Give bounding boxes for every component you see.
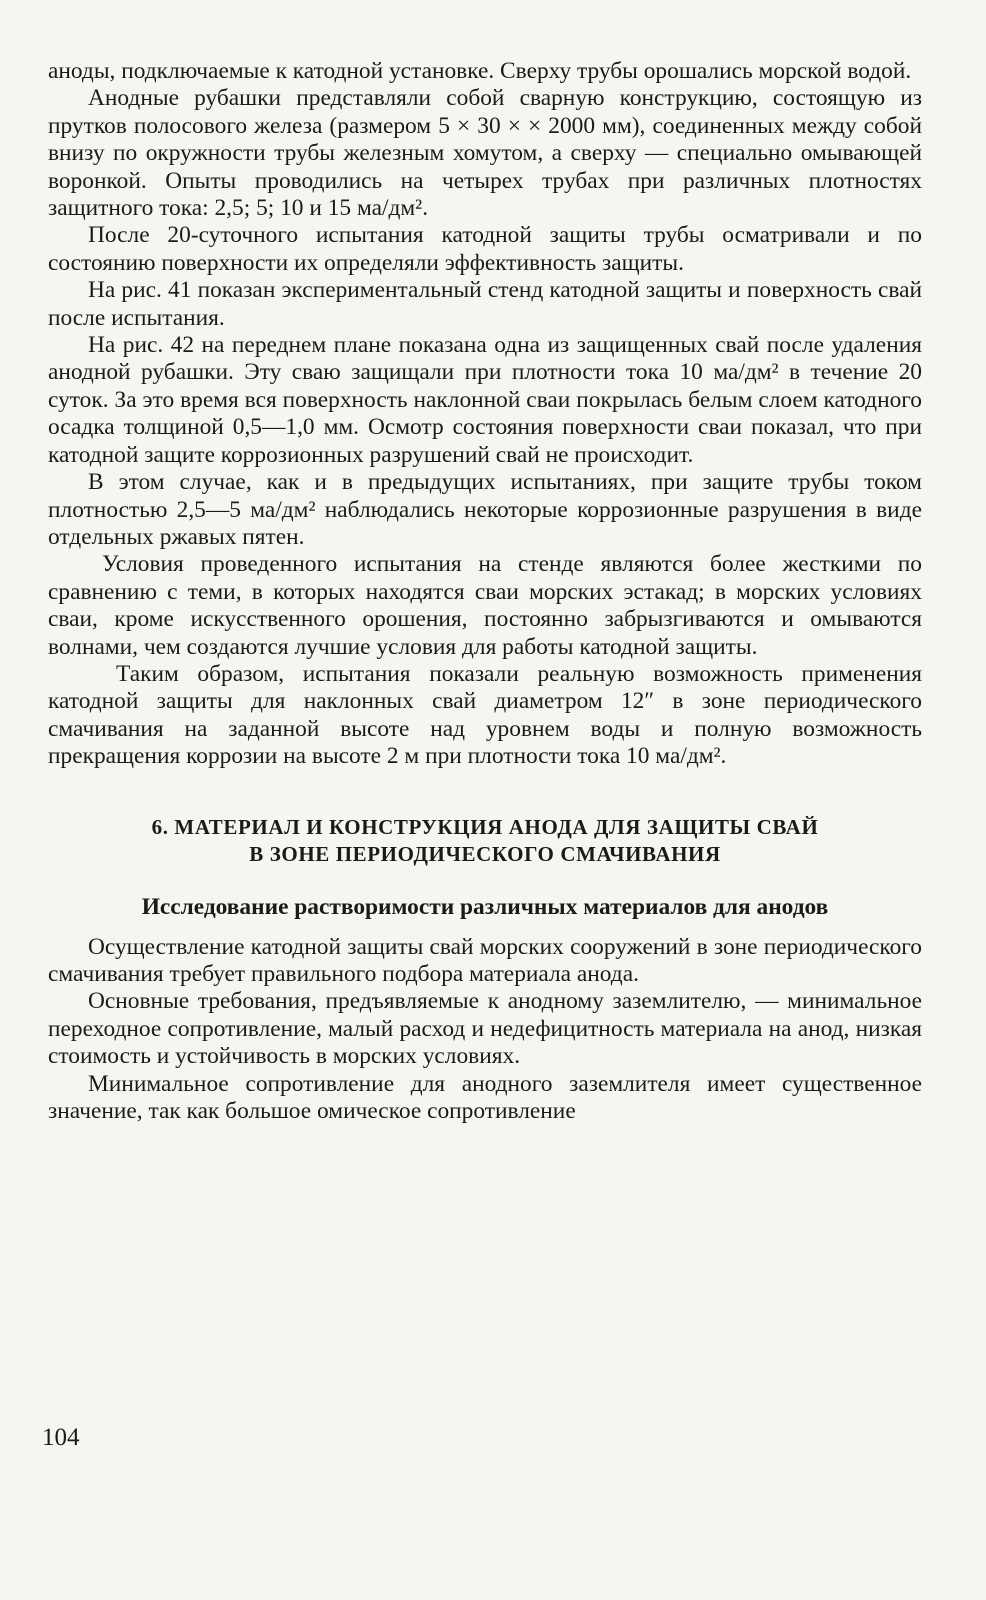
paragraph: После 20-суточного испытания катодной защиты трубы осматривали и по состоянию поверхности их определяли эффективность защиты. [48,222,922,276]
paragraph: аноды, подключаемые к катодной установке. Сверху трубы орошались морской водой. [48,58,912,84]
page-number: 104 [42,1424,80,1451]
paragraph: На рис. 41 показан экспериментальный стенд катодной защиты и поверхность свай после испытания. [48,277,922,331]
paragraph: В этом случае, как и в предыдущих испытаниях, при защите трубы током плотностью 2,5—5 ма/дм² наблюдались некоторые коррозионные разрушения в виде отдельных ржавых пятен. [48,469,922,550]
page-body [48,58,922,1125]
paragraph: На рис. 42 на переднем плане показана одна из защищенных свай после удаления анодной рубашки. Эту сваю защищали при плотности тока 10 ма/дм² в течение 20 суток. За это время вся поверхность наклонной сваи покрылась белым слоем катодного осадка толщиной 0,5—1,0 мм. Осмотр состояния поверхности сваи показал, что при катодной защите коррозионных разрушений свай не происходит. [48,332,922,468]
paragraph: Минимальное сопротивление для анодного заземлителя имеет существенное значение, так как большое омическое сопротивление [48,1070,922,1124]
section-heading-line-1: 6. МАТЕРИАЛ И КОНСТРУКЦИЯ АНОДА ДЛЯ ЗАЩИТЫ СВАЙ [151,814,819,839]
paragraph: Условия проведенного испытания на стенде являются более жесткими по сравнению с теми, в которых находятся сваи морских эстакад; в морских условиях сваи, кроме искусственного орошения, постоянно забрызгиваются и омываются волнами, чем создаются лучшие условия для работы катодной защиты. [48,551,922,660]
subsection-heading: Исследование растворимости различных материалов для анодов [141,893,829,920]
paragraph: Таким образом, испытания показали реальную возможность применения катодной защиты для наклонных свай диаметром 12″ в зоне периодического смачивания на заданной высоте над уровнем воды и полную возможность прекращения коррозии на высоте 2 м при плотности тока 10 ма/дм². [48,660,922,770]
section-heading-line-2: В ЗОНЕ ПЕРИОДИЧЕСКОГО СМАЧИВАНИЯ [249,841,721,866]
paragraph: Основные требования, предъявляемые к анодному заземлителю, — минимальное переходное сопротивление, малый расход и недефицитность материала на анод, низкая стоимость и устойчивость в морских условиях. [48,988,922,1070]
paragraph: Осуществление катодной защиты свай морских сооружений в зоне периодического смачивания требует правильного подбора материала анода. [48,933,922,987]
paragraph: Анодные рубашки представляли собой сварную конструкцию, состоящую из прутков полосового железа (размером 5 × 30 × × 2000 мм), соединенных между собой внизу по окружности трубы железным хомутом, а сверху — специально омывающей воронкой. Опыты проводились на четырех трубах при различных плотностях защитного тока: 2,5; 5; 10 и 15 ма/дм². [48,85,922,222]
section-heading [48,814,922,868]
